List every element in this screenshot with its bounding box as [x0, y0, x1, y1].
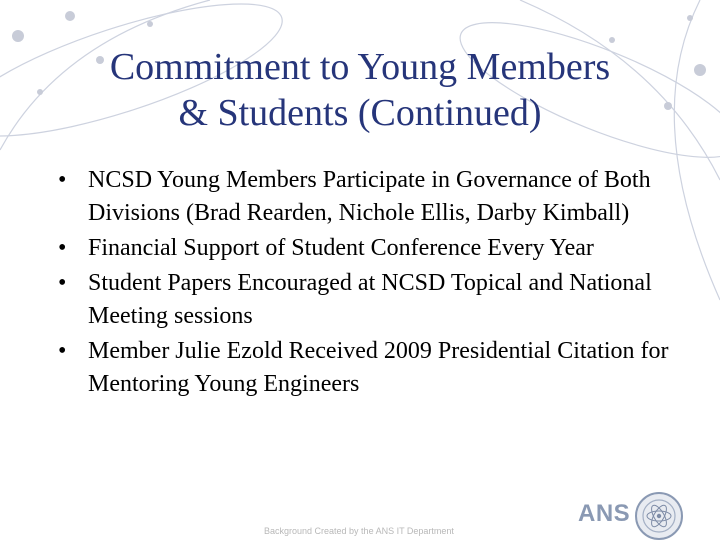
- ans-seal-icon: [634, 491, 684, 541]
- bullet-item: [56, 164, 676, 230]
- bullet-text: Student Papers Encouraged at NCSD Topical and National Meeting sessions: [88, 270, 652, 329]
- bullet-item: [56, 232, 676, 265]
- bullet-text: NCSD Young Members Participate in Governance of Both Divisions (Brad Rearden, Nichole Ellis, Darby Kimball): [88, 167, 651, 226]
- bullet-glyph: •: [58, 235, 67, 261]
- bullet-glyph: •: [58, 167, 67, 193]
- bullet-item: [56, 267, 676, 333]
- bullet-list: [56, 164, 676, 403]
- bullet-glyph: •: [58, 270, 67, 296]
- bullet-item: [56, 335, 676, 401]
- slide-title-line: & Students (Continued): [178, 92, 542, 134]
- ans-logo: ANS: [578, 500, 631, 527]
- background-credit: Background Created by the ANS IT Department: [264, 526, 454, 536]
- bullet-glyph: •: [58, 338, 67, 364]
- bullet-text: Member Julie Ezold Received 2009 Presidential Citation for Mentoring Young Engineers: [88, 338, 669, 397]
- slide-title: [40, 44, 680, 136]
- bullet-text: Financial Support of Student Conference Every Year: [88, 235, 594, 261]
- slide-title-line: Commitment to Young Members: [109, 46, 611, 88]
